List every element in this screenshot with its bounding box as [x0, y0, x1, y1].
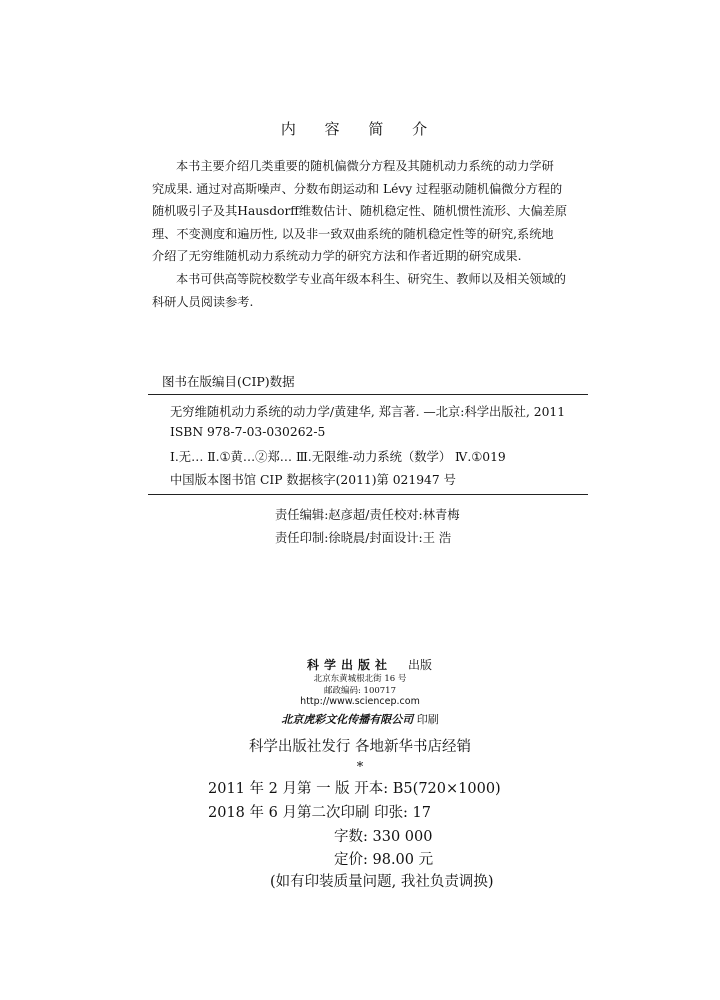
responsibility-print-line: 责任印制:徐晓晨/封面设计:王 浩 — [275, 531, 452, 545]
summary-paragraph-2 — [152, 268, 588, 313]
cip-label: 图书在版编目(CIP)数据 — [162, 374, 295, 389]
summary-line: 随机吸引子及其Hausdorff维数估计、随机稳定性、随机惯性流形、大偏差原 — [152, 204, 568, 218]
responsibility-editor-line: 责任编辑:赵彦超/责任校对:林青梅 — [275, 508, 460, 522]
edition-line-1: 2011 年 2 月第 一 版 开本: B5(720×1000) — [208, 781, 501, 797]
summary-line: 科研人员阅读参考. — [152, 294, 254, 309]
summary-title: 内 容 简 介 — [280, 120, 440, 138]
cip-top-rule — [148, 394, 588, 395]
summary-line: 本书可供高等院校数学专业高年级本科生、研究生、教师以及相关领域的 — [176, 272, 566, 286]
price: 定价: 98.00 元 — [334, 852, 434, 868]
printer-suffix: 印刷 — [413, 713, 439, 726]
cip-line-isbn: ISBN 978-7-03-030262-5 — [170, 425, 326, 439]
summary-line: 究成果. 通过对高斯噪声、分数布朗运动和 Lévy 过程驱动随机偏微分方程的 — [152, 181, 563, 196]
summary-line: 介绍了无穷维随机动力系统动力学的研究方法和作者近期的研究成果. — [152, 249, 522, 263]
summary-line: 本书主要介绍几类重要的随机偏微分方程及其随机动力系统的动力学研 — [176, 159, 554, 173]
cip-line-title: 无穷维随机动力系统的动力学/黄建华, 郑言著. —北京:科学出版社, 2011 — [170, 405, 566, 419]
publisher-postcode: 邮政编码: 100717 — [323, 686, 396, 696]
publisher-name: 科学出版社 — [307, 658, 393, 672]
printer-line — [0, 711, 720, 727]
printer-name: 北京虎彩文化传播有限公司 — [281, 713, 414, 726]
summary-line: 理、不变测度和遍历性, 以及非一致双曲系统的随机稳定性等的研究,系统地 — [152, 226, 554, 241]
summary-paragraph-1 — [152, 155, 588, 268]
separator-star: * — [356, 760, 364, 775]
edition-line-2: 2018 年 6 月第二次印刷 印张: 17 — [208, 805, 432, 821]
distribution-line: 科学出版社发行 各地新华书店经销 — [248, 739, 472, 755]
cip-line-catalog-number: 中国版本图书馆 CIP 数据核字(2011)第 021947 号 — [170, 473, 456, 487]
cip-bottom-rule — [148, 494, 588, 495]
publisher-suffix: 出版 — [408, 658, 433, 672]
cip-line-classification: Ⅰ.无… Ⅱ.①黄…②郑… Ⅲ.无限维-动力系统（数学） Ⅳ.①019 — [170, 450, 506, 464]
quality-note: (如有印装质量问题, 我社负责调换) — [270, 874, 494, 890]
publisher-address: 北京东黄城根北街 16 号 — [313, 674, 407, 684]
word-count: 字数: 330 000 — [334, 829, 433, 845]
publisher-url: http://www.sciencep.com — [300, 696, 420, 707]
